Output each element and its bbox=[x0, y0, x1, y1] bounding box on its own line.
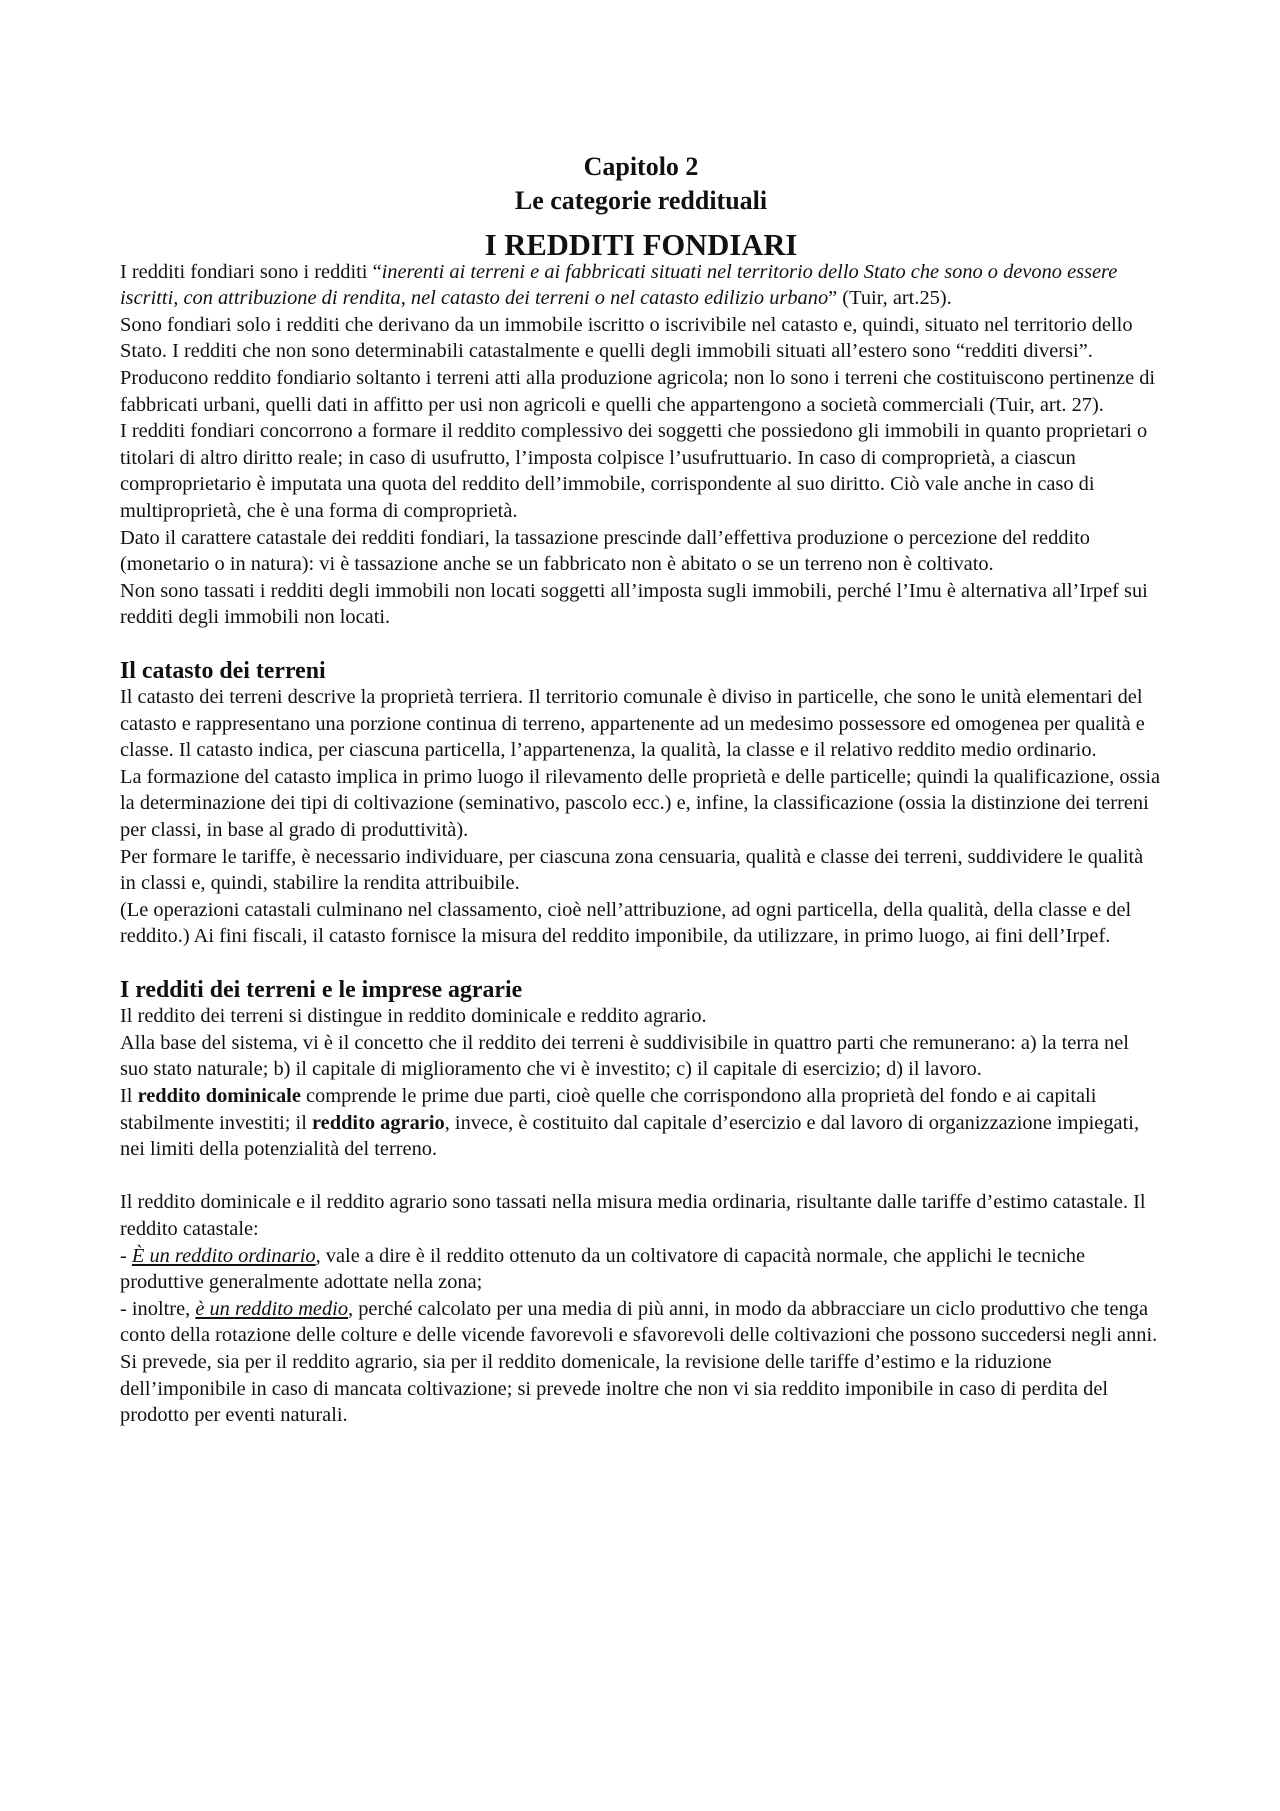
text-run: I redditi fondiari sono i redditi “ bbox=[120, 260, 382, 283]
list-item-reddito-medio bbox=[120, 1296, 1162, 1349]
term-reddito-dominicale: reddito dominicale bbox=[137, 1085, 301, 1107]
paragraph-fondiari-3: Producono reddito fondiario soltanto i terreni atti alla produzione agricola; non lo sono i terreni che costituiscono pertinenze di fabbricati urbani, quelli dati in affitto per usi non agricoli e quelli che appartengono a società commerciali (Tuir, art. 27). bbox=[120, 366, 1156, 416]
paragraph-fondiari-2: Sono fondiari solo i redditi che derivano da un immobile iscritto o iscrivibile nel catasto e, quindi, situato nel territorio dello Stato. I redditi che non sono determinabili catastalmente e quelli degli immobili situati all’estero sono “redditi diversi”. bbox=[120, 313, 1133, 363]
paragraph-fondiari-definition bbox=[120, 259, 1162, 312]
paragraph-catasto-3: Per formare le tariffe, è necessario individuare, per ciascuna zona censuaria, qualità e classe dei terreni, suddividere le qualità in classi e, quindi, stabilire la rendita attribuibile. bbox=[120, 845, 1144, 895]
paragraph-terreni-3 bbox=[120, 1083, 1162, 1163]
paragraph-terreni-1: Il reddito dei terreni si distingue in reddito dominicale e reddito agrario. bbox=[120, 1005, 707, 1028]
text-run: , invece, è costituito dal capitale d’esercizio e dal lavoro di organizzazione impiegati, nei limiti della potenzialità del terreno. bbox=[120, 1111, 1140, 1161]
emphasis-reddito-medio: è un reddito medio bbox=[195, 1297, 349, 1320]
paragraph-fondiari-6: Non sono tassati i redditi degli immobili non locati soggetti all’imposta sugli immobili, perché l’Imu è alternativa all’Irpef sui redditi degli immobili non locati. bbox=[120, 579, 1148, 629]
spacer bbox=[120, 1163, 1162, 1190]
text-run: , perché calcolato per una media di più anni, in modo da abbracciare un ciclo produttivo che tenga conto della rotazione delle colture e delle vicende favorevoli e sfavorevoli delle coltivazioni che possono succedersi negli anni. bbox=[120, 1297, 1158, 1347]
chapter-title: Le categorie reddituali bbox=[514, 186, 768, 215]
emphasis-reddito-ordinario: È un reddito ordinario bbox=[131, 1244, 316, 1267]
paragraph-catasto-1: Il catasto dei terreni descrive la proprietà terriera. Il territorio comunale è diviso in particelle, che sono le unità elementari del catasto e rappresentano una porzione continua di terreno, appartenente ad un medesimo possessore ed omogenea per qualità e classe. Il catasto indica, per ciascuna particella, l’appartenenza, la qualità, la classe e il relativo reddito medio ordinario. bbox=[120, 686, 1145, 762]
list-item-reddito-ordinario bbox=[120, 1243, 1162, 1296]
document-page bbox=[120, 150, 1162, 1429]
term-reddito-agrario: reddito agrario bbox=[312, 1111, 445, 1134]
spacer bbox=[120, 950, 1162, 977]
paragraph-terreni-4: Il reddito dominicale e il reddito agrario sono tassati nella misura media ordinaria, risultante dalle tariffe d’estimo catastale. Il reddito catastale: bbox=[120, 1191, 1146, 1240]
subheading-catasto-terreni: Il catasto dei terreni bbox=[120, 657, 326, 684]
paragraph-fondiari-4: I redditi fondiari concorrono a formare il reddito complessivo dei soggetti che possiedono gli immobili in quanto proprietari o titolari di altro diritto reale; in caso di usufrutto, l’imposta colpisce l’usufruttuario. In caso di comproprietà, a ciascun comproprietario è imputata una quota del reddito dell’immobile, corrispondente al suo diritto. Ciò vale anche in caso di multiproprietà, che è una forma di comproprietà. bbox=[120, 420, 1148, 522]
text-run: - bbox=[120, 1244, 132, 1267]
paragraph-terreni-5: Si prevede, sia per il reddito agrario, sia per il reddito domenicale, la revisione delle tariffe d’estimo e la riduzione dell’imponibile in caso di mancata coltivazione; si prevede inoltre che non vi sia reddito imponibile in caso di perdita del prodotto per eventi naturali. bbox=[120, 1350, 1109, 1427]
chapter-number: Capitolo 2 bbox=[583, 152, 699, 181]
spacer bbox=[120, 631, 1162, 658]
text-run: , vale a dire è il reddito ottenuto da un coltivatore di capacità normale, che applichi le tecniche produttive generalmente adottate nella zona; bbox=[120, 1244, 1086, 1294]
paragraph-terreni-2: Alla base del sistema, vi è il concetto che il reddito dei terreni è suddivisibile in quattro parti che remunerano: a) la terra nel suo stato naturale; b) il capitale di miglioramento che vi è investito; c) il capitale di esercizio; d) il lavoro. bbox=[120, 1031, 1129, 1081]
text-run: comprende le prime due parti, cioè quelle che corrispondono alla proprietà del fondo e ai capitali stabilmente investiti; il bbox=[120, 1085, 1097, 1134]
text-run: - inoltre, bbox=[120, 1297, 196, 1320]
text-run: ” (Tuir, art.25). bbox=[828, 287, 952, 310]
subheading-redditi-terreni: I redditi dei terreni e le imprese agrarie bbox=[120, 976, 523, 1003]
text-run: Il bbox=[120, 1085, 138, 1107]
section-title-redditi-fondiari: I REDDITI FONDIARI bbox=[484, 228, 798, 262]
paragraph-catasto-4: (Le operazioni catastali culminano nel classamento, cioè nell’attribuzione, ad ogni particella, della qualità, della classe e del reddito.) Ai fini fiscali, il catasto fornisce la misura del reddito imponibile, da utilizzare, in primo luogo, ai fini dell’Irpef. bbox=[120, 898, 1132, 948]
paragraph-fondiari-5: Dato il carattere catastale dei redditi fondiari, la tassazione prescinde dall’effettiva produzione o percezione del reddito (monetario o in natura): vi è tassazione anche se un fabbricato non è abitato o se un terreno non è coltivato. bbox=[120, 526, 1090, 576]
quoted-definition: inerenti ai terreni e ai fabbricati situati nel territorio dello Stato che sono o devono essere iscritti, con attribuzione di rendita, nel catasto dei terreni o nel catasto edilizio urbano bbox=[120, 260, 1118, 310]
paragraph-catasto-2: La formazione del catasto implica in primo luogo il rilevamento delle proprietà e delle particelle; quindi la qualificazione, ossia la determinazione dei tipi di coltivazione (seminativo, pascolo ecc.) e, infine, la classificazione (ossia la distinzione dei terreni per classi, in base al grado di produttività). bbox=[120, 765, 1161, 842]
